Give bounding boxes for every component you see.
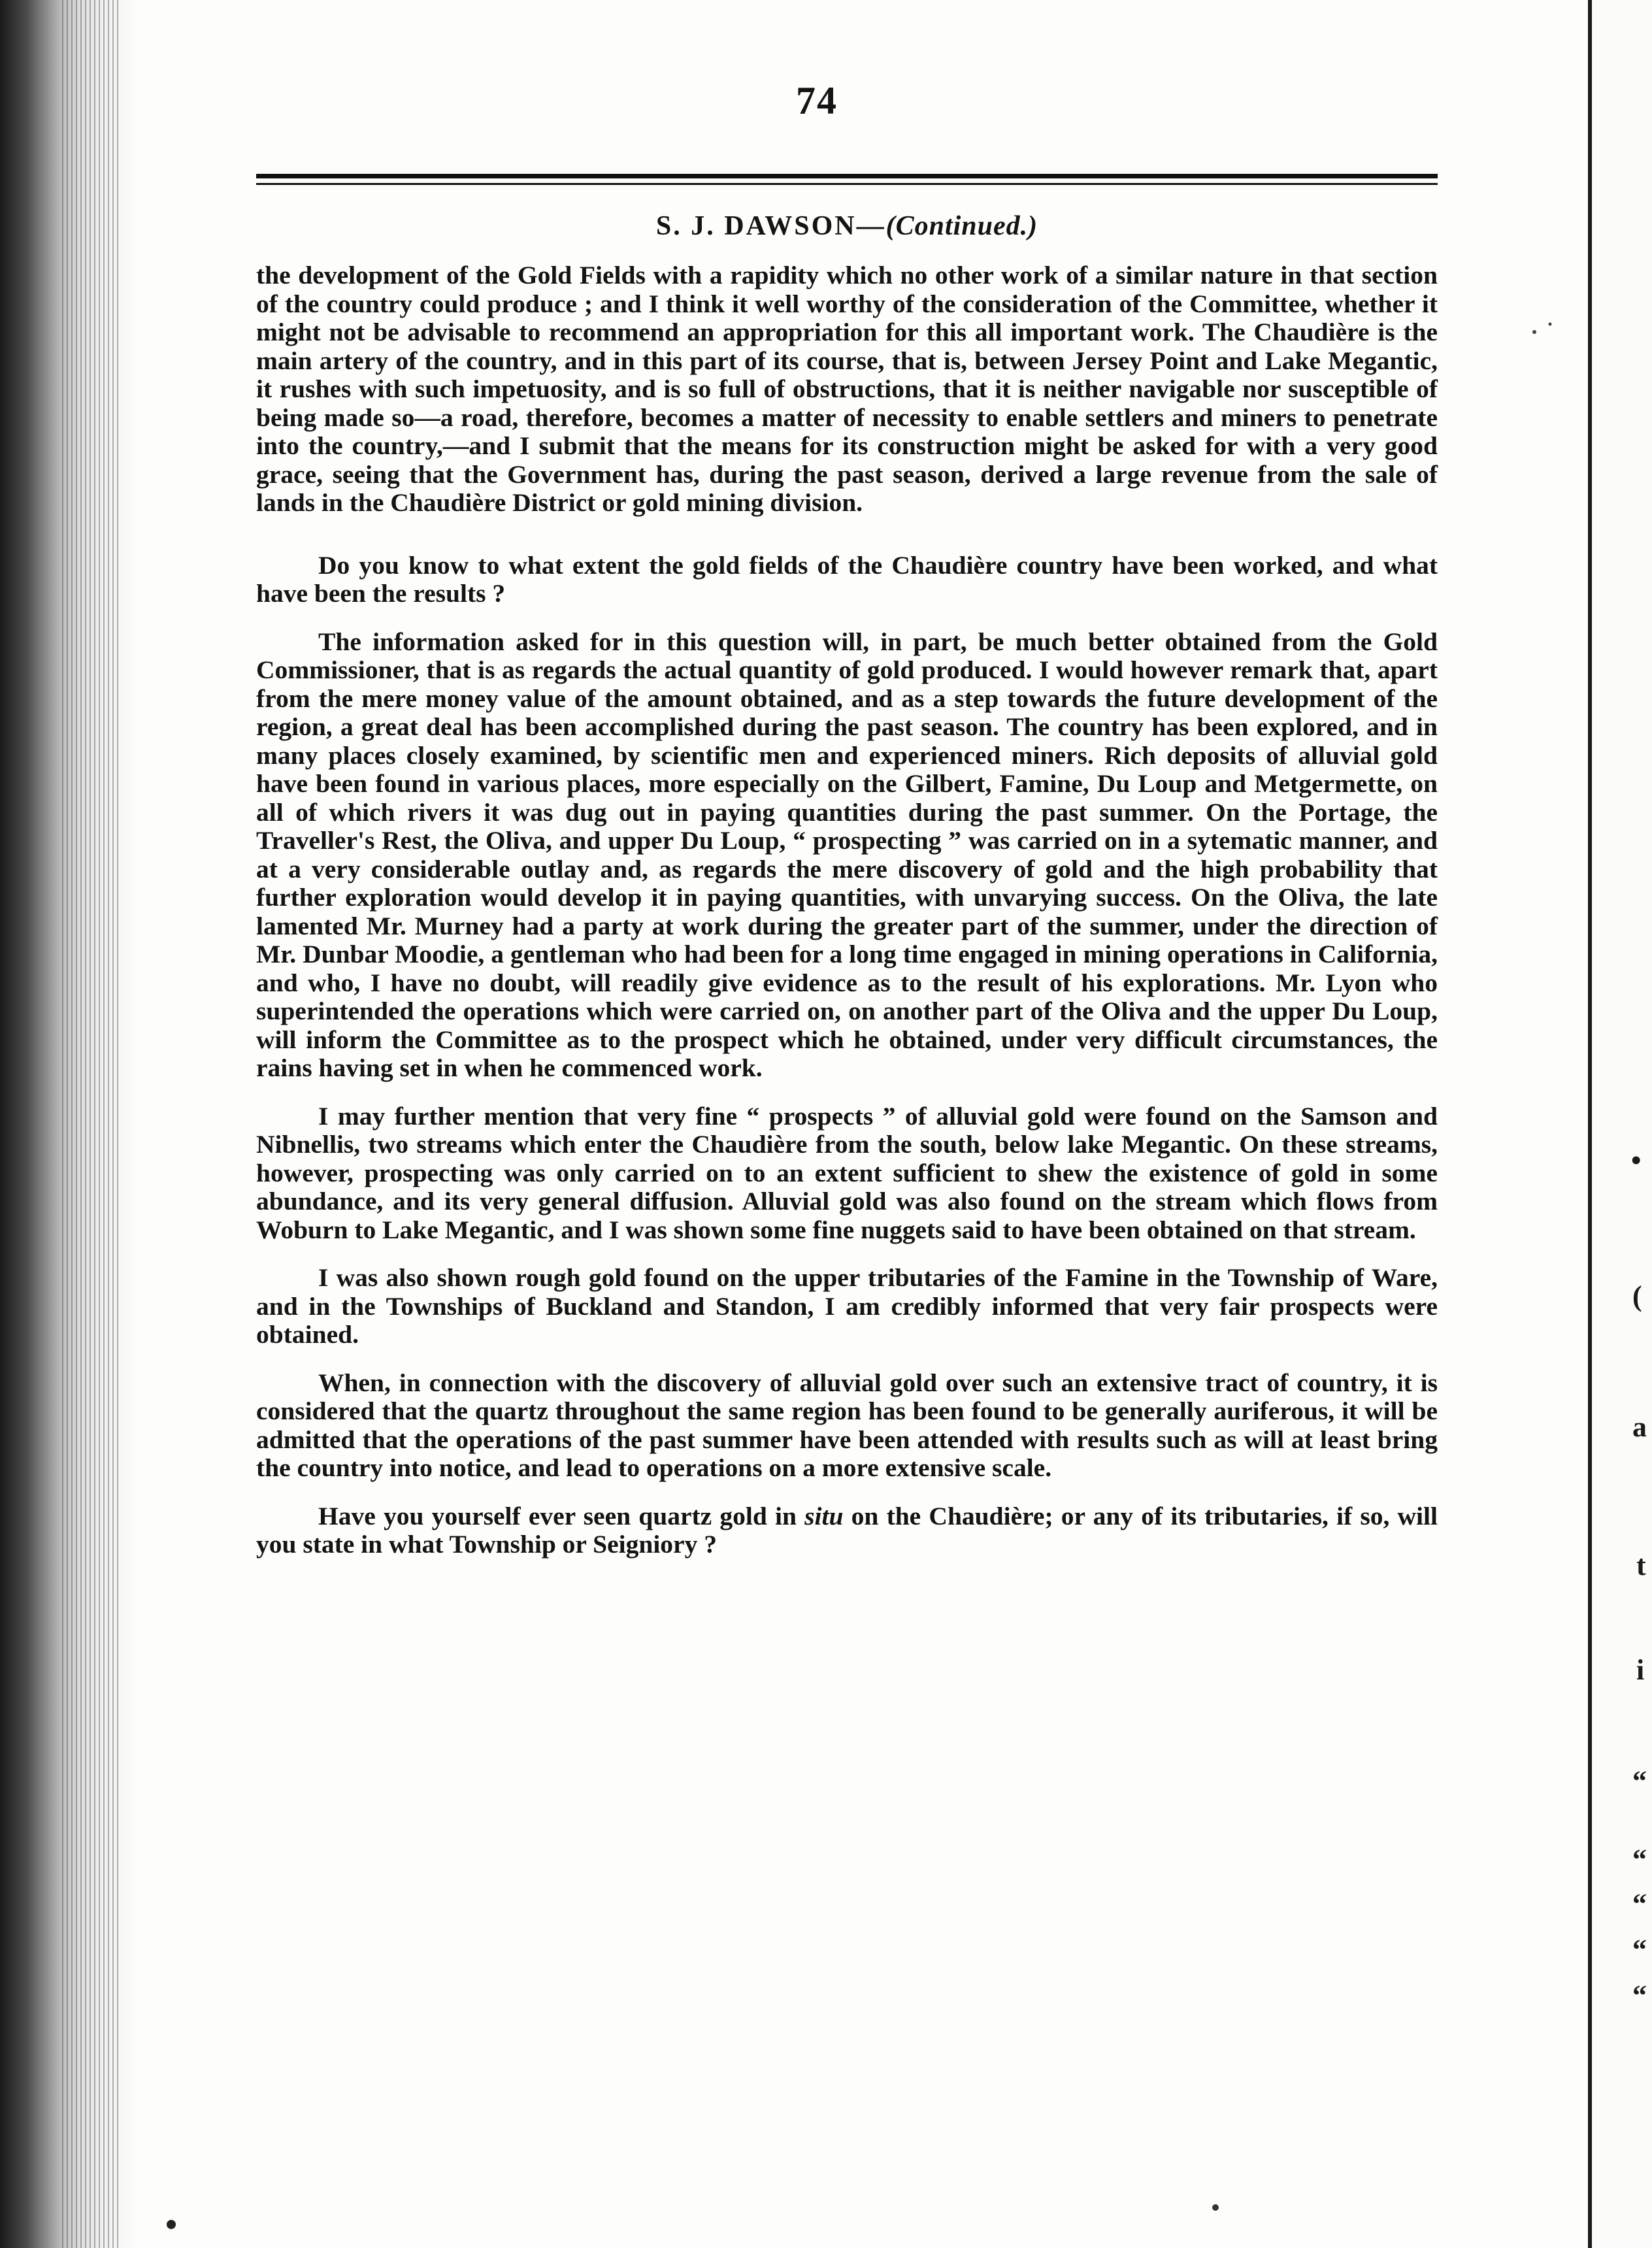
margin-glyph: i (1636, 1654, 1645, 1686)
question-text-start: Have you yourself ever seen quartz gold in (318, 1501, 805, 1530)
margin-glyph: “ (1632, 1934, 1647, 1966)
question-italic-term: situ (804, 1501, 844, 1530)
scan-speck (1212, 2204, 1219, 2211)
margin-glyph: ( (1632, 1280, 1642, 1312)
margin-glyph: “ (1632, 1843, 1647, 1876)
scan-speck (167, 2220, 176, 2229)
page-number: 74 (796, 79, 838, 122)
answer-paragraph: When, in connection with the discovery of alluvial gold over such an extensive tract of country, it is considered that the quartz throughout the same region has been found to be generally auriferous, it will be admitted that the operations of the past summer have been attended with results such as will at least bring the country into notice, and lead to operations on a more extensive scale. (256, 1368, 1438, 1482)
scan-speck (1549, 323, 1552, 326)
heading-continued-note: (Continued.) (885, 211, 1038, 241)
margin-glyph: “ (1632, 1765, 1647, 1797)
question-text-end: on the Chaudière; or any of its tributaries, if so, will you state in what Township or Seigniory ? (256, 1501, 1438, 1559)
margin-glyph: t (1636, 1549, 1646, 1581)
paragraph-continuation: the development of the Gold Fields with a rapidity which no other work of a similar nature in that section of the country could produce ; and I think it well worthy of the consideration of the Committee, whether it might not be advisable to recommend an appropriation for this all important work. The Chaudière is the main artery of the country, and in this part of its course, that is, between Jersey Point and Lake Megantic, it rushes with such impetuosity, and is so full of obstructions, that it is neither navigable nor susceptible of being made so—a road, therefore, becomes a matter of necessity to enable settlers and miners to penetrate into the country,—and I submit that the means for its construction might be asked for with a very good grace, seeing that the Government has, during the past season, derived a large revenue from the sale of lands in the Chaudière District or gold mining division. (256, 261, 1438, 517)
question-paragraph: Do you know to what extent the gold fields of the Chaudière country have been worked, and what have been the results ? (256, 550, 1438, 608)
heading-name: S. J. DAWSON— (655, 211, 886, 241)
margin-glyph: “ (1632, 1979, 1647, 2011)
margin-glyph: • (1631, 1144, 1642, 1176)
margin-glyph: “ (1632, 1888, 1647, 1920)
scan-speck (1532, 330, 1536, 334)
answer-paragraph: I was also shown rough gold found on the upper tributaries of the Famine in the Township of Ware, and in the Townships of Buckland and Standon, I am credibly informed that very fair prospects were obtained. (256, 1263, 1438, 1349)
answer-paragraph: I may further mention that very fine “ prospects ” of alluvial gold were found on the Samson and Nibnellis, two streams which enter the Chaudière from the south, below lake Megantic. On these streams, however, prospecting was only carried on to an extent sufficient to shew the existence of gold in some abundance, and its very general diffusion. Alluvial gold was also found on the stream which flows from Woburn to Lake Megantic, and I was shown some fine nuggets said to have been obtained on that stream. (256, 1101, 1438, 1244)
answer-paragraph: The information asked for in this question will, in part, be much better obtained from the Gold Commissioner, that is as regards the actual quantity of gold produced. I would however remark that, apart from the mere money value of the amount obtained, and as a step towards the future development of the region, a great deal has been accomplished during the past season. The country has been explored, and in many places closely examined, by scientific men and experienced miners. Rich deposits of alluvial gold have been found in various places, more especially on the Gilbert, Famine, Du Loup and Metgermette, on all of which rivers it was dug out in paying quantities during the past summer. On the Portage, the Traveller's Rest, the Oliva, and upper Du Loup, “ prospecting ” was carried on in a sytematic manner, and at a very considerable outlay and, as regards the mere discovery of gold and the high probability that further exploration would develop it in paying quantities, with unvarying success. On the Oliva, the late lamented Mr. Murney had a party at work during the greater part of the summer, under the direction of Mr. Dunbar Moodie, a gentleman who had been for a long time engaged in mining operations in California, and who, I have no doubt, will readily give evidence as to the result of his explorations. Mr. Lyon who superintended the operations which were carried on, on another part of the Oliva and the upper Du Loup, will inform the Committee as to the prospect which he obtained, under very difficult circumstances, the rains having set in when he commenced work. (256, 627, 1438, 1082)
margin-glyph: a (1632, 1411, 1647, 1443)
